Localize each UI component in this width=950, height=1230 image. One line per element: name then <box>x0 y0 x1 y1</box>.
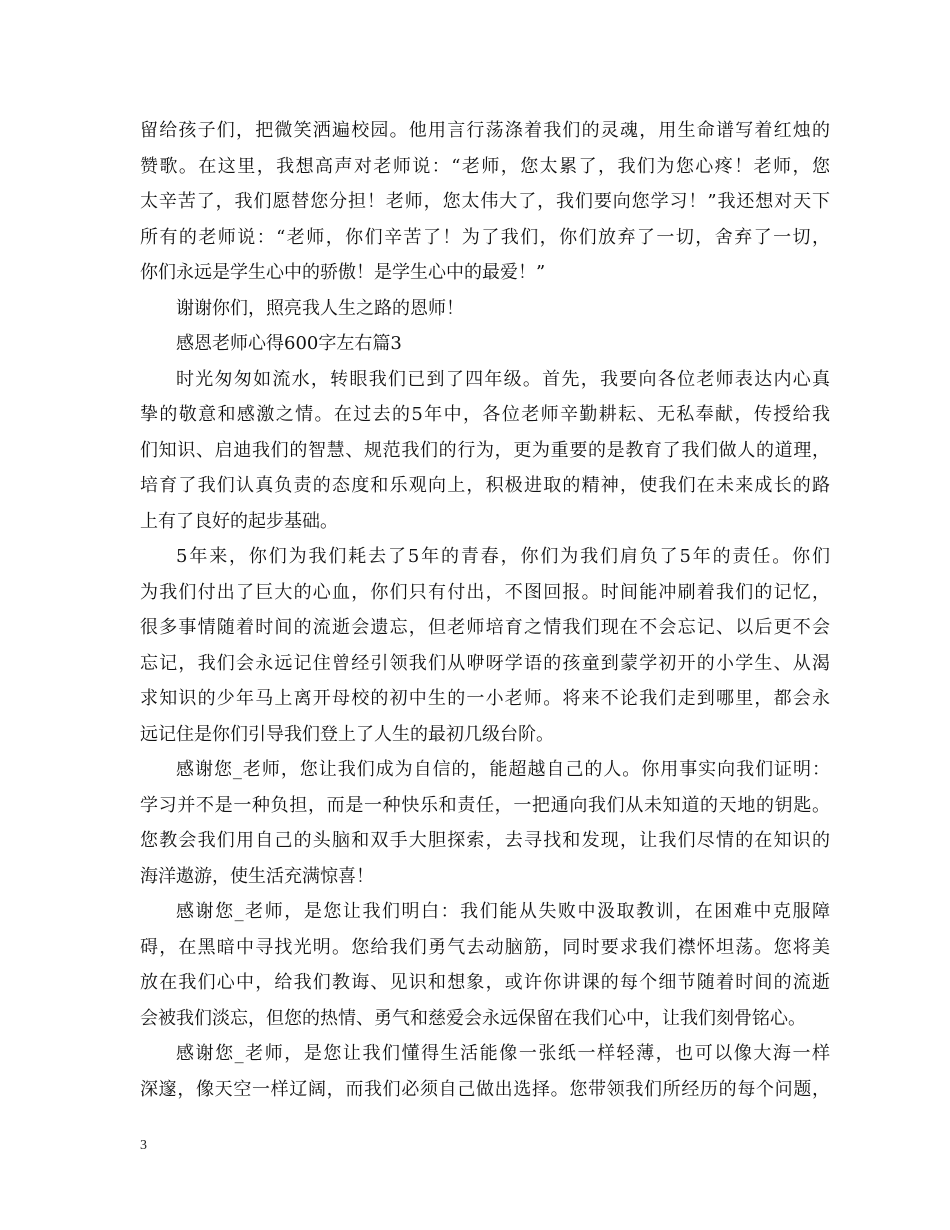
text-line: 们知识、启迪我们的智慧、规范我们的行为，更为重要的是教育了我们做人的道理， <box>140 439 830 461</box>
text-line: 时光匆匆如流水，转眼我们已到了四年级。首先，我要向各位老师表达内心真 <box>176 368 830 390</box>
page-number: 3 <box>140 1138 147 1153</box>
text-line: 5年来，你们为我们耗去了5年的青春，你们为我们肩负了5年的责任。你们 <box>176 546 830 567</box>
paragraph <box>140 362 830 540</box>
paragraph <box>140 539 830 752</box>
text-line: 学习并不是一种负担，而是一种快乐和责任，一把通向我们从未知道的天地的钥匙。 <box>140 794 830 816</box>
text-line: 您教会我们用自己的头脑和双手大胆探索，去寻找和发现，让我们尽情的在知识的 <box>140 830 830 851</box>
text-line: 为我们付出了巨大的心血，你们只有付出，不图回报。时间能冲刷着我们的记忆， <box>140 581 830 603</box>
paragraph <box>140 291 830 327</box>
text-line: 培育了我们认真负责的态度和乐观向上，积极进取的精神，使我们在未来成长的路 <box>140 475 830 496</box>
text-line: 所有的老师说：“老师，你们辛苦了！为了我们，你们放弃了一切，舍弃了一切， <box>140 226 830 248</box>
text-line: 太辛苦了，我们愿替您分担！老师，您太伟大了，我们要向您学习！”我还想对天下 <box>140 191 830 212</box>
text-line: 留给孩子们，把微笑洒遍校园。他用言行荡涤着我们的灵魂，用生命谱写着红烛的 <box>140 120 830 141</box>
paragraph <box>140 113 830 291</box>
text-line: 挚的敬意和感激之情。在过去的5年中，各位老师辛勤耕耘、无私奉献，传授给我 <box>140 404 830 425</box>
text-line: 海洋遨游，使生活充满惊喜！ <box>140 865 374 887</box>
text-line: 感恩老师心得600字左右篇3 <box>176 333 402 354</box>
text-line: 求知识的少年马上离开母校的初中生的一小老师。将来不论我们走到哪里，都会永 <box>140 688 830 709</box>
text-line: 你们永远是学生心中的骄傲！是学生心中的最爱！” <box>140 262 546 283</box>
text-line: 忘记，我们会永远记住曾经引领我们从咿呀学语的孩童到蒙学初开的小学生、从渴 <box>140 652 830 674</box>
paragraph <box>140 894 830 1036</box>
text-line: 感谢您_老师，您让我们成为自信的，能超越自己的人。你用事实向我们证明： <box>176 759 830 780</box>
text-line: 感谢您_老师，是您让我们懂得生活能像一张纸一样轻薄，也可以像大海一样 <box>176 1043 830 1064</box>
paragraph <box>140 326 830 362</box>
text-line: 很多事情随着时间的流逝会遗忘，但老师培育之情我们现在不会忘记、以后更不会 <box>140 617 830 638</box>
text-line: 感谢您_老师，是您让我们明白：我们能从失败中汲取教训，在困难中克服障 <box>176 901 830 922</box>
text-line: 赞歌。在这里，我想高声对老师说：“老师，您太累了，我们为您心疼！老师，您 <box>140 155 830 177</box>
document-body <box>140 113 830 1107</box>
text-line: 放在我们心中，给我们教诲、见识和想象，或许你讲课的每个细节随着时间的流逝 <box>140 972 830 993</box>
text-line: 上有了良好的起步基础。 <box>140 510 338 532</box>
text-line: 谢谢你们，照亮我人生之路的恩师！ <box>176 297 464 319</box>
paragraph <box>140 1036 830 1107</box>
text-line: 深邃，像天空一样辽阔，而我们必须自己做出选择。您带领我们所经历的每个问题， <box>140 1078 830 1100</box>
text-line: 远记住是你们引导我们登上了人生的最初几级台阶。 <box>140 723 554 745</box>
text-line: 碍，在黑暗中寻找光明。您给我们勇气去动脑筋，同时要求我们襟怀坦荡。您将美 <box>140 936 830 958</box>
text-line: 会被我们淡忘，但您的热情、勇气和慈爱会永远保留在我们心中，让我们刻骨铭心。 <box>140 1007 806 1029</box>
paragraph <box>140 752 830 894</box>
